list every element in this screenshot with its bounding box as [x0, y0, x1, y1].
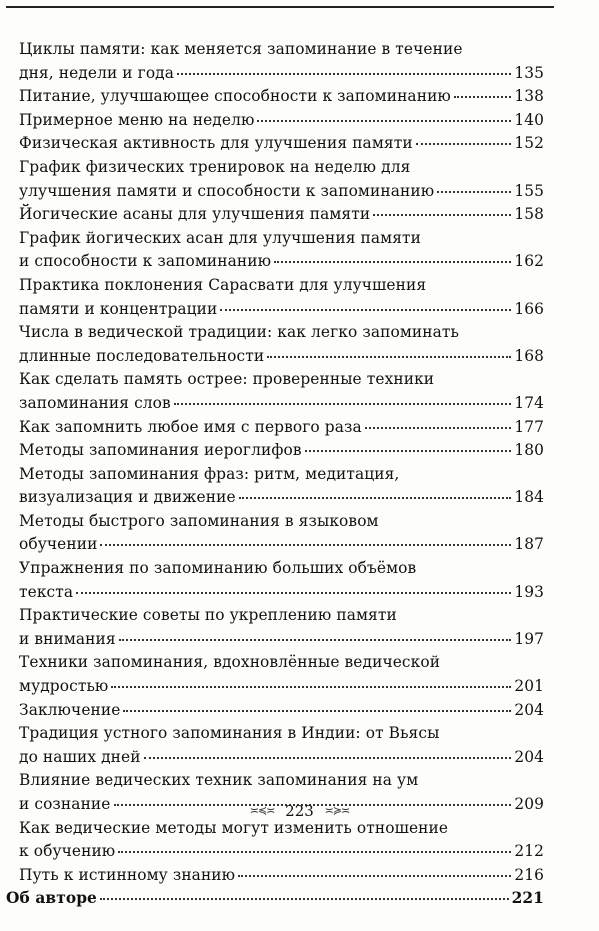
- toc-entry-title-line: дня, недели и года: [19, 63, 175, 82]
- toc-entry[interactable]: [19, 321, 544, 368]
- toc-entry[interactable]: [19, 227, 544, 274]
- dot-leader: [416, 143, 512, 145]
- toc-entry-title-line: График физических тренировок на неделю для: [19, 157, 411, 176]
- toc-entry-title-line: Практические советы по укреплению памяти: [19, 606, 397, 625]
- toc-entry-page: 212: [514, 842, 544, 861]
- toc-entry[interactable]: [19, 274, 544, 321]
- header-rule: [6, 6, 554, 8]
- toc-entry[interactable]: [19, 510, 544, 557]
- toc-entry-title-line: Влияние ведических техник запоминания на ум: [19, 771, 419, 790]
- toc-entry-title-line: обучении: [19, 535, 98, 554]
- toc-entry-last-line: [19, 581, 544, 605]
- dot-leader: [373, 214, 511, 216]
- toc-entry-last-line: [19, 392, 544, 416]
- toc-entry-page: 152: [514, 134, 544, 153]
- toc-entry-title-line: Как ведические методы могут изменить отношение: [19, 818, 449, 837]
- toc-entry[interactable]: [19, 557, 544, 604]
- toc-entry-last-line: [19, 203, 544, 227]
- toc-entry-title-line: к обучению: [19, 842, 116, 861]
- dot-leader: [100, 898, 509, 900]
- toc-entry-title-line: текста: [19, 582, 74, 601]
- toc-entry-title-line: Числа в ведической традиции: как легко запоминать: [19, 323, 459, 342]
- toc-entry-title-line: Питание, улучшающее способности к запоминанию: [19, 87, 451, 106]
- toc-entry-last-line: [19, 62, 544, 86]
- toc-entry-page: 187: [514, 535, 544, 554]
- toc-entry-page: 177: [514, 417, 544, 436]
- dot-leader: [257, 120, 511, 122]
- toc-entry-title-line: Методы быстрого запоминания в языковом: [19, 511, 379, 530]
- toc-entry[interactable]: [19, 651, 544, 698]
- toc-entry[interactable]: [19, 156, 544, 203]
- toc-entry[interactable]: [19, 463, 544, 510]
- dot-leader: [220, 309, 511, 311]
- toc-entry[interactable]: [19, 109, 544, 133]
- toc-entry-title-line: Йогические асаны для улучшения памяти: [19, 205, 371, 224]
- toc-entry-title-line: График йогических асан для улучшения памяти: [19, 228, 421, 247]
- toc-entry-title-line: Практика поклонения Сарасвати для улучшения: [19, 275, 427, 294]
- toc-entry-title-line: и внимания: [19, 629, 116, 648]
- toc-entry-title-line: и способности к запоминанию: [19, 252, 272, 271]
- toc-entry-title-line: Примерное меню на неделю: [19, 110, 255, 129]
- toc-entry-last-line: [19, 298, 544, 322]
- toc-entry-page: 140: [514, 110, 544, 129]
- dot-leader: [118, 851, 511, 853]
- dot-leader: [119, 639, 512, 641]
- dot-leader: [437, 191, 511, 193]
- toc-entry-title-line: Традиция устного запоминания в Индии: от Вьясы: [19, 724, 440, 743]
- toc-entry-page: 221: [511, 889, 544, 908]
- toc-entry-last-line: [19, 439, 544, 463]
- toc-entry-page: 209: [514, 795, 544, 813]
- toc-entry[interactable]: [19, 817, 544, 864]
- dot-leader: [111, 686, 511, 688]
- toc-entry-last-line: [19, 486, 544, 510]
- toc-entry-title-line: памяти и концентрации: [19, 299, 218, 318]
- toc-entry[interactable]: [19, 722, 544, 769]
- toc-entry[interactable]: [19, 38, 544, 85]
- toc-entry-last-line: [19, 416, 544, 440]
- toc-entry-title-line: запоминания слов: [19, 393, 171, 412]
- toc-entry-last-line: [19, 840, 544, 864]
- toc-entry-last-line: [6, 887, 544, 911]
- toc-entry[interactable]: [19, 699, 544, 723]
- right-ornament-icon: ≍≽≍: [324, 804, 350, 817]
- toc-entry-page: 193: [514, 582, 544, 601]
- page-footer: [0, 800, 599, 821]
- toc-entry-last-line: [19, 109, 544, 133]
- toc-entry-page: 168: [514, 346, 544, 365]
- toc-entry-title-line: Методы запоминания фраз: ритм, медитация,: [19, 464, 400, 483]
- toc-entry-page: 158: [514, 205, 544, 224]
- toc-entry-last-line: [19, 628, 544, 652]
- toc-entry-title-line: Техники запоминания, вдохновлённые ведической: [19, 653, 441, 672]
- dot-leader: [239, 497, 512, 499]
- table-of-contents: [0, 38, 599, 911]
- toc-entry[interactable]: [19, 203, 544, 227]
- dot-leader: [365, 427, 512, 429]
- toc-entry[interactable]: [19, 416, 544, 440]
- toc-entry[interactable]: [19, 439, 544, 463]
- toc-entry-title-line: Как запомнить любое имя с первого раза: [19, 417, 362, 436]
- toc-entry-last-line: [19, 533, 544, 557]
- toc-entry-last-line: [19, 345, 544, 369]
- toc-entry-page: 138: [514, 87, 544, 106]
- toc-entry-page: 166: [514, 299, 544, 318]
- toc-entry-page: 184: [514, 488, 544, 507]
- dot-leader: [274, 261, 511, 263]
- toc-entry-page: 201: [514, 677, 544, 696]
- toc-entry-title-line: длинные последовательности: [19, 346, 265, 365]
- dot-leader: [76, 592, 511, 594]
- toc-entry-page: 197: [514, 629, 544, 648]
- dot-leader: [454, 96, 511, 98]
- toc-entry-page: 155: [514, 181, 544, 200]
- toc-entry-last-line: [19, 675, 544, 699]
- toc-entry[interactable]: [19, 368, 544, 415]
- toc-entry-title-line: и сознание: [19, 795, 111, 813]
- toc-entry-last-line: [19, 746, 544, 770]
- dot-leader: [238, 875, 511, 877]
- toc-entry[interactable]: [19, 604, 544, 651]
- toc-entry-title-line: Методы запоминания иероглифов: [19, 441, 302, 460]
- toc-entry-last-line: [19, 85, 544, 109]
- toc-entry-page: 180: [514, 441, 544, 460]
- toc-entry-last-line: [19, 250, 544, 274]
- toc-entry-last-line: [19, 699, 544, 723]
- toc-entry-title-line: Упражнения по запоминанию больших объёмов: [19, 559, 417, 578]
- toc-entry-page: 204: [514, 700, 544, 719]
- page-number: 223: [285, 802, 314, 820]
- toc-entry[interactable]: [19, 85, 544, 109]
- toc-entry-page: 174: [514, 393, 544, 412]
- dot-leader: [123, 710, 511, 712]
- dot-leader: [100, 544, 511, 546]
- toc-entry-last-line: [19, 864, 544, 888]
- dot-leader: [267, 356, 511, 358]
- toc-entry-page: 162: [514, 252, 544, 271]
- toc-entry-title-line: улучшения памяти и способности к запоминанию: [19, 181, 435, 200]
- left-ornament-icon: ≍≼≍: [249, 804, 275, 817]
- toc-entry-title-line: Путь к истинному знанию: [19, 865, 236, 884]
- toc-entry-page: 135: [514, 63, 544, 82]
- toc-entry-page: 204: [514, 747, 544, 766]
- toc-entry[interactable]: [6, 887, 544, 911]
- toc-entry-page: 216: [514, 865, 544, 884]
- toc-entry-title-line: визуализация и движение: [19, 488, 236, 507]
- dot-leader: [144, 757, 512, 759]
- toc-entry-last-line: [19, 132, 544, 156]
- toc-entry-title-line: Физическая активность для улучшения памяти: [19, 134, 413, 153]
- toc-entry-title-line: до наших дней: [19, 747, 141, 766]
- toc-entry-title-line: Заключение: [19, 700, 121, 719]
- dot-leader: [177, 73, 511, 75]
- dot-leader: [305, 450, 512, 452]
- toc-entry-last-line: [19, 180, 544, 204]
- toc-entry[interactable]: [19, 864, 544, 888]
- toc-entry-title-line: Как сделать память острее: проверенные техники: [19, 370, 435, 389]
- toc-entry-title-line: Об авторе: [6, 889, 97, 908]
- toc-entry[interactable]: [19, 132, 544, 156]
- dot-leader: [174, 403, 512, 405]
- toc-entry-title-line: мудростью: [19, 677, 109, 696]
- toc-entry-title-line: Циклы памяти: как меняется запоминание в течение: [19, 40, 463, 58]
